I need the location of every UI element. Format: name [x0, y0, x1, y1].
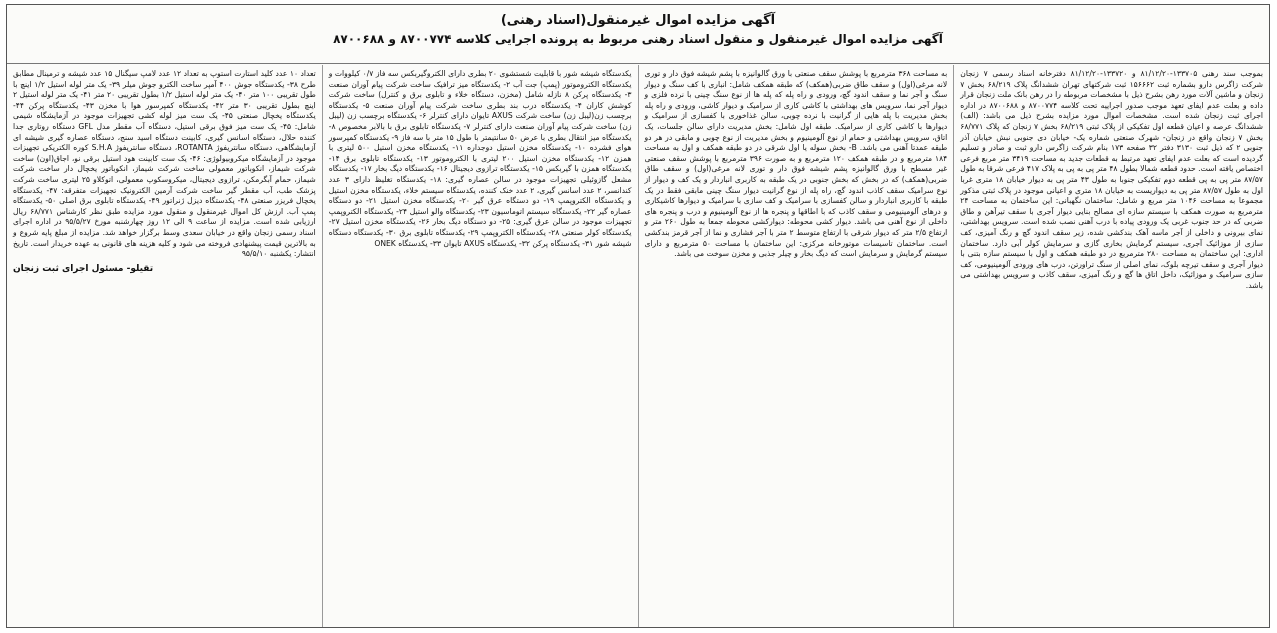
notice-header [7, 5, 1269, 64]
column-1-text: بموجب سند رهنی ۱۳۳۷۰۵-۸۱/۱۲/۲۰ و ۱۳۳۷۲۰-۸۱/۱۲/۲۰ دفترخانه اسناد رسمی ۷ زنجان شرکت زاگرس دارو بشماره ثبت ۱۵۶۶۶۲ ثبت شرکتهای تهران ششدانگ پلاک ۶۸/۲۱۹ بخش ۷ زنجان و ماشین آلات مورد رهن بشرح ذیل با مشخصات مربوطه را در رهن بانک ملت زنجان قرار داده و بعلت عدم ایفای تعهد موجب صدور اجراییه تحت کلاسه ۸۷۰۰۷۷۴ و ۸۷۰۰۶۸۸ در اداره اجرای ثبت زنجان شده است. مشخصات اموال مورد مزایده بشرح ذیل می باشد: (الف) ششدانگ عرصه و اعیان قطعه اول تفکیکی از پلاک ثبتی ۶۸/۲۱۹ بخش ۷ زنجان که پلاک ۶۸/۷۷۱ بخش ۷ زنجان واقع در زنجان- شهرک صنعتی شماره یک- خیابان دی جنوبی نبش خیابان آذر جنوبی ۲ که ذیل ثبت ۳۱۳۰ دفتر ۳۲ صفحه ۱۷۳ بنام شرکت زاگرس دارو ثبت و صادر و تسلیم گردیده است که بعلت عدم ایفای تعهد مرتبط به قطعات جدید به مساحت ۳۴۱۹ متر مربع فرعی اختصاص یافته است. حدود قطعه شمالا بطول ۴۸ متر پی به پی به پلاک ۴۱۷ فرعی شرقا به طول ۸۷/۵۷ متر پی به پی قطعه دوم تفکیکی جنوبا به طول ۴۳ متر پی به دیوار خیابان ۱۸ متری غربا اول به طول ۸۷/۵۷ متر پی به دیواریست به خیابان ۱۸ متری و اعیانی موجود در پلاک ثبتی مذکور مجموعا به مساحت ۱۰۴۶ متر مربع و شامل: ساختمان نگهبانی: این ساختمان به مساحت ۲۴ مترمربع به صورت همکف با سیستم سازه ای مصالح بنایی دیوار آجری با سقف تیرآهن و طاق ضربی که در حد جنوب غربی یک ورودی پیاده با درب آهنی نصب شده است. سرویس بهداشتی، نمای بیرونی و داخلی از آجر ماسه آهک بندکشی شده، زیر سقف اندود گچ و رنگ آمیزی، کف سازی از موزائیک آجری، سیستم گرمایش بخاری گازی و سرمایش کولر آبی دارد. ساختمان اداری: این ساختمان به مساحت ۲۸۰ مترمربع در دو طبقه همکف و اول با سیستم سازه بتنی با دیوار آجری و سقف تیرچه بلوک، نمای اصلی از سنگ تراورتن، درب های ورودی آلومینیومی، کف سازی سرامیک و موزائیک، داخل اتاق ها گچ و رنگ آمیزی، سقف کاذب و سرویس بهداشتی می باشد. [960, 69, 1264, 290]
notice-subtitle: آگهی مزایده اموال غیرمنقول و منقول اسناد رهنی مربوط به پرونده اجرایی کلاسه ۸۷۰۰۷۷۴ و ۸۷۰۰۶۸۸ [333, 32, 943, 46]
notice-columns [7, 65, 1269, 627]
signature: تقیلو- مسئول اجرای ثبت زنجان [13, 263, 154, 274]
column-4-text: تعداد ۱۰ عدد کلید استارت استوپ به تعداد ۱۲ عدد لامپ سیگنال ۱۵ عدد شیشه و ترمینال مطابق طرح ۳۸- یکدستگاه جوش ۴۰۰ آمپر ساخت الکترو جوش میلر ۳۹- یک متر لوله استیل ۱/۲ اینچ با طول تقریبی ۱۰۰ متر ۴۰- یک متر لوله استیل ۱/۲ بطول تقریبی ۲۰ متر ۴۱- یک متر لوله استیل ۲ اینچ بطول تقریبی ۳۰ متر ۴۲- یکدستگاه کمپرسور هوا با مخزن ۴۳- یکدستگاه پرکن ۴۴- یکدستگاه یخچال صنعتی ۴۵- یک ست میز لوله کشی تجهیزات موجود در آزمایشگاه شیمی شامل: ۴۵- یک ست میز فوق برقی استیل، دستگاه آب مقطر مدل GFL دستگاه روتاری جدا کننده حلال، دستگاه اسانس گیری، کابینت دستگاه اسید سنج، دستگاه عصاره گیری شیشه ای آزمایشگاهی، دستگاه سانتریفوژ ROTANTA، دستگاه سانتریفوژ S.H.A کوره الکتریکی تجهیزات موجود در آزمایشگاه میکروبیولوژی: ۴۶- یک ست کابینت هود استیل برقی نو، اجاق(اون) ساخت شرکت شیماز، انکوباتور معمولی ساخت شرکت شیماز، انکوباتور یخچال دار ساخت شرکت شیماز، حمام آبگرمکن، ترازوی دیجیتال، میکروسکوپ معمولی، اتوکلاو ۲۵ لیتری ساخت شرکت پزشک طب، آب مقطر گیر ساخت شرکت آرمین الکترونیک تجهیزات متفرقه: ۴۷- یکدستگاه یخچال فریزر صنعتی ۴۸- یکدستگاه دیزل ژنراتور ۴۹- یکدستگاه تابلوی برق اصلی ۵۰- یکدستگاه پمپ آب. ارزش کل اموال غیرمنقول و منقول مورد مزایده طبق نظر کارشناس ۶۸/۷۷۱ ریال ارزیابی شده است. مزایده از ساعت ۹ الی ۱۲ روز چهارشنبه مورخ ۹۵/۵/۲۷ در اداره اجرای اسناد رسمی زنجان واقع در خیابان سعدی وسط برگزار خواهد شد. مزایده از مبلغ پایه شروع و به بالاترین قیمت پیشنهادی فروخته می شود و کلیه هزینه های قانونی به عهده خریدار است. تاریخ انتشار: یکشنبه ۹۵/۵/۱۰ [13, 69, 316, 259]
column-2-text: به مساحت ۳۶۸ مترمربع با پوشش سقف صنعتی با ورق گالوانیزه با پشم شیشه فوق دار و توری لانه مرغی(اول) و سقف طاق ضربی(همکف) که طبقه همکف شامل: انباری با کف سنگ و دیوار سنگ و آجر نما و سقف اندود گچ، ورودی و راه پله که پله ها از نوع سنگ چینی با نرده فلزی و دیوار آجر نما، سرویس های بهداشتی با کاشی کاری از سرامیک و دیوار کاشی، ورودی و راه پله بخش مدیریت با پله هایی از گرانیت با نرده چوبی، سالن غذاخوری با کفسازی از سرامیک و دیوارها با کاشی کاری از سرامیک. طبقه اول شامل: بخش مدیریت دارای سالن جلسات، یک اتاق، سرویس بهداشتی و حمام از نوع آلومینیوم و بخش مدیریت از نوع چوبی و مابقی در هر دو طبقه عمدتا آهنی می باشد. B- بخش سوله یا اول شرقی در دو طبقه همکف و اول به مساحت ۱۸۴ مترمربع و در طبقه همکف ۱۲۰ مترمربع و به صورت ۳۹۶ مترمربع با پوشش سقف صنعتی غیر مسطح با ورق گالوانیزه پشم شیشه فوق دار و توری لانه مرغی(اول) و سقف طاق ضربی(همکف) که در بخش که بخش جنوبی در یک طبقه به کاربری انباردار و یک کف و دیوار از نوع سرامیک سقف کاذب اندود گچ، راه پله از نوع گرانیت دیوار سنگ چینی مابقی فقط در یک طبقه با کاربری انباردار و سالن کفسازی با سرامیک و کف سازی با سرامیک و دیوارها کاشیکاری و درهای آلومینیومی و سقف کاذب که با اطاقها و پنجره ها از نوع آلومینیوم و درب و پنجره های داخلی از نوع آهنی می باشد. دیوار کشی محوطه: دیوارکشی محوطه جمعا به طول ۲۶۰ متر و ارتفاع ۲/۵ متر که دیوار شرقی با ارتفاع متوسط ۲ متر با آجر فشاری و نما از آجر قرمز بندکشی است. ساختمان تاسیسات موتورخانه مرکزی: این ساختمان با مساحت ۵۰ مترمربع و دارای سیستم گرمایش و سرمایش است که دیگ بخار و چیلر جذبی و مخزن سوخت می باشد. [644, 69, 948, 259]
newspaper-page [6, 4, 1270, 628]
column-1 [953, 65, 1269, 627]
column-2 [638, 65, 954, 627]
column-3-text: یکدستگاه شیشه شور با قابلیت شستشوی ۲۰ بطری دارای الکتروگیربکس سه فاز ۰/۷ کیلووات و یکدستگاه الکتروموتور (پمپ) جت آب ۲- یکدستگاه میز ترافیک ساخت شرکت پیام آوران صنعت ۳- یکدستگاه پرکن ۸ نازله شامل (مخزن، دستگاه خلاء و تابلوی برق و کنترل) ساخت شرکت کوشش کاران ۴- یکدستگاه درب بند بطری ساخت شرکت پیام آوران صنعت ۵- یکدستگاه برچسب زن(لیبل زن) ساخت شرکت AXUS تایوان دارای کنترلر ۶- یکدستگاه برچسب زن (لیبل زن) ساخت شرکت پیام آوران صنعت دارای کنترلر ۷- یکدستگاه تابلوی برق با بالابر مخصوص ۸- یکدستگاه میز انتقال بطری با عرض ۵۰ سانتیمتر با طول ۱۵ متر با سه فاز ۹- یکدستگاه کمپرسور هوای فشرده ۱۰- یکدستگاه مخزن استیل دوجداره ۱۱- یکدستگاه مخزن استیل ۵۰۰ لیتری با همزن ۱۲- یکدستگاه مخزن استیل ۲۰۰ لیتری با الکتروموتور ۱۳- یکدستگاه تابلوی برق ۱۴- یکدستگاه همزن با گیربکس ۱۵- یکدستگاه ترازوی دیجیتال ۱۶- یکدستگاه دیگ بخار ۱۷- یکدستگاه مشعل گازوئیلی تجهیزات موجود در سالن عصاره گیری: ۱۸- یکدستگاه تغلیظ دارای ۳ عدد کندانسر، ۲ عدد اسانس گیری، ۲ عدد خنک کننده، یکدستگاه سیستم خلاء، یکدستگاه مخزن استیل و یکدستگاه الکتروپمپ ۱۹- دو دستگاه عرق گیر ۲۰- یکدستگاه مخزن استیل ۲۱- دو دستگاه عصاره گیر ۲۲- یکدستگاه سیستم اتوماسیون ۲۳- یکدستگاه والو استیل ۲۴- یکدستگاه الکتروپمپ تجهیزات موجود در سالن عرق گیری: ۲۵- دو دستگاه دیگ بخار ۲۶- یکدستگاه مخزن استیل ۲۷- یکدستگاه کولر صنعتی ۲۸- یکدستگاه الکتروپمپ ۲۹- یکدستگاه تابلوی برق ۳۰- یکدستگاه دستگاه شیشه شور ۳۱- یکدستگاه پرکن ۳۲- یکدستگاه AXUS تایوان ۳۳- یکدستگاه ONEK [328, 69, 632, 248]
notice-title: آگهی مزایده اموال غیرمنقول(اسناد رهنی) [500, 13, 776, 28]
column-3 [322, 65, 638, 627]
column-4 [7, 65, 322, 627]
